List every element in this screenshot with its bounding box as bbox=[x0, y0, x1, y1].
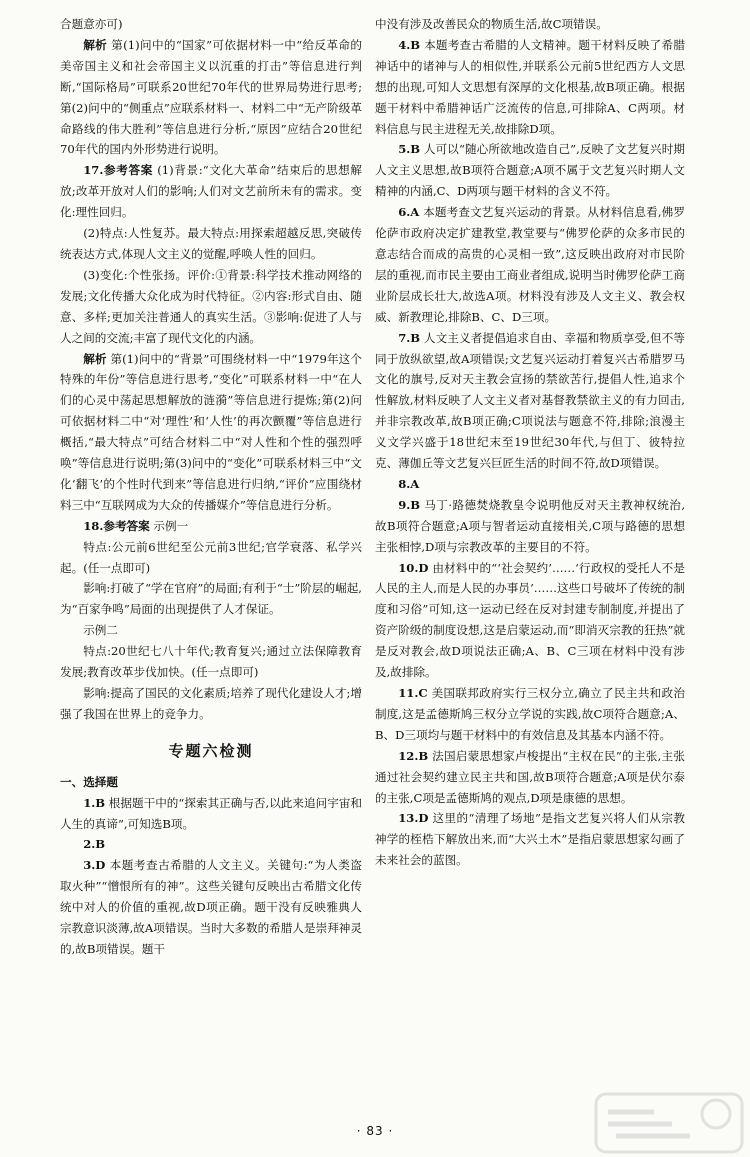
answer-17-label: 17.参考答案 bbox=[83, 163, 153, 178]
answer-text: 本题考查文艺复兴运动的背景。从材料信息看,佛罗伦萨市政府决定扩建教堂,教堂要与“佛罗伦萨的众多市民的意志结合而成的高贵的心灵相一致”,这反映出政府对市民阶层的重视,而市民主要由工商业者组成,说明当时佛罗伦萨工商业阶层成长壮大,故选A项。材料没有涉及人文主义、教会权威、新教理论,排除B、C、D三项。 bbox=[375, 205, 685, 324]
answer-number: 11.C bbox=[398, 686, 428, 700]
answer-number: 13.D bbox=[398, 811, 429, 826]
answer-number: 8.A bbox=[398, 476, 420, 491]
answer-item bbox=[375, 683, 685, 746]
example-1-label: 示例一 bbox=[153, 518, 189, 533]
page-number: · 83 · bbox=[356, 1124, 394, 1138]
answer-item bbox=[375, 328, 685, 474]
answer-item bbox=[60, 855, 362, 960]
answer-text: 本题考查古希腊的人文主义。关键句:“为人类盗取火种”“憎恨所有的神”。这些关键句反映出古希腊文化传统中对人的价值的重视,故D项正确。题干没有反映雅典人宗教意识淡薄,故A项错误。当时大多数的希腊人是崇拜神灵的,故B项错误。题干 bbox=[60, 858, 363, 956]
example-2-trait: 特点:20世纪七八十年代;教育复兴;通过立法保障教育发展;教育改革步伐加快。(任一点即可) bbox=[60, 644, 362, 680]
continuation-text: 中没有涉及改善民众的物质生活,故C项错误。 bbox=[375, 17, 608, 31]
answer-text: 法国启蒙思想家卢梭提出“主权在民”的主张,主张通过社会契约建立民主共和国,故B项符合题意;A项是伏尔泰的主张,C项是孟德斯鸠的观点,D项是康德的思想。 bbox=[375, 748, 685, 805]
left-column bbox=[60, 14, 362, 960]
answer-text: 根据题干中的“探索其正确与否,以此来追问宇宙和人生的真谛”,可知选B项。 bbox=[60, 795, 362, 831]
answer-18-paragraph bbox=[60, 516, 362, 537]
example-2-effect: 影响:提高了国民的文化素质;培养了现代化建设人才;增强了我国在世界上的竞争力。 bbox=[60, 686, 362, 721]
answer-item bbox=[60, 793, 362, 835]
answer-text: 这里的“清理了场地”是指文艺复兴将人们从宗教神学的桎梏下解放出来,而“大兴土木”是指启蒙思想家勾画了未来社会的蓝图。 bbox=[375, 811, 686, 868]
answer-text: 本题考查古希腊的人文精神。题干材料反映了希腊神话中的诸神与人的相似性,并联系公元前5世纪西方人文思想的出现,可知人文思想有深厚的文化根基,故B项正确。根据题干材料中希腊神话广泛流传的信息,可排除A、C两项。材料信息与民主进程无关,故排除D项。 bbox=[375, 37, 685, 136]
answer-item bbox=[375, 35, 685, 140]
answer-item bbox=[375, 558, 685, 683]
answer-17-part-3: (3)变化:个性张扬。评价:①背景:科学技术推动网络的发展;文化传播大众化成为时代特征。②内容:形式自由、随意、多样;更加关注普通人的真实生活。③影响:促进了人与人之间的交流;丰富了现代文化的内涵。 bbox=[60, 267, 362, 345]
analysis-paragraph bbox=[60, 35, 362, 160]
answer-18-label: 18.参考答案 bbox=[83, 518, 150, 533]
example-1-effect: 影响:打破了“学在官府”的局面;有利于“士”阶层的崛起,为“百家争鸣”局面的出现提供了人才保证。 bbox=[60, 581, 362, 617]
answer-item bbox=[375, 139, 685, 202]
answer-item bbox=[375, 746, 685, 809]
analysis-paragraph bbox=[60, 349, 362, 516]
answer-text: 由材料中的“‘社会契约’……‘行政权的受托人不是人民的主人,而是人民的办事员’……这些口号破坏了传统的制度和习俗”可知,这一运动已经在反对封建专制制度,并提出了资产阶级的制度设想,这是启蒙运动,而“即消灭宗教的狂热”就是反对教会,故D项说法正确;A、B、C三项在材料中没有涉及,故排除。 bbox=[375, 560, 685, 680]
analysis-text: 第(1)问中的“国家”可依据材料一中“给反革命的美帝国主义和社会帝国主义以沉重的打击”等信息进行判断,“国际格局”可联系20世纪70年代的世界局势进行思考;第(2)问中的“侧重点”应联系材料一、材料二中“无产阶级革命路线的伟大胜利”等信息进行分析,“原因”应结合20世纪70年代的国内外形势进行说明。 bbox=[60, 37, 362, 157]
answer-number: 5.B bbox=[398, 142, 421, 157]
answer-item bbox=[375, 808, 685, 871]
example-2-label: 示例二 bbox=[83, 623, 118, 638]
analysis-label: 解析 bbox=[83, 37, 108, 52]
answer-text: 人可以“随心所欲地改造自己”,反映了文艺复兴时期人文主义思想,故B项符合题意;A项不属于文艺复兴时期人文精神的内涵,C、D两项与题干材料的含义不符。 bbox=[375, 142, 685, 199]
answer-item bbox=[375, 474, 685, 495]
answer-number: 2.B bbox=[83, 837, 106, 852]
answer-item bbox=[60, 834, 362, 855]
section-title: 专题六检测 bbox=[168, 741, 254, 760]
analysis-text: 第(1)问中的“背景”可围绕材料一中“1979年这个特殊的年份”等信息进行思考,“变化”可联系材料一中“在人们的心灵中荡起思想解放的涟漪”等信息进行提炼;第(2)问可依据材料二中“对‘理性’和‘人性’的再次颤覆”等信息进行概括,“最大特点”可结合材料二中“对人性和个性的强烈呼唤”等信息进行说明;第(3)问中的“变化”可联系材料三中“文化‘翻飞’的个性时代到来”等信息进行归纳,“评价”应围绕材料三中“互联网成为大众的传播媒介”等信息进行分析。 bbox=[60, 351, 362, 512]
answer-number: 12.B bbox=[398, 748, 429, 763]
sub-title: 一、选择题 bbox=[60, 774, 118, 789]
answer-item bbox=[375, 495, 685, 558]
answer-number: 7.B bbox=[398, 330, 421, 345]
answer-item bbox=[375, 202, 685, 327]
answer-17-part-2: (2)特点:人性复苏。最大特点:用探索超越反思,突破传统表达方式,体现人文主义的觉醒,呼唤人性的回归。 bbox=[60, 226, 362, 261]
example-1-trait: 特点:公元前6世纪至公元前3世纪;官学衰落、私学兴起。(任一点即可) bbox=[60, 539, 362, 575]
answer-17-part-1: (1)背景:“文化大革命”结束后的思想解放;改革开放对人们的影响;人们对文艺前所未有的需求。变化:理性回归。 bbox=[60, 163, 363, 220]
answer-number: 4.B bbox=[398, 37, 421, 52]
answer-text: 美国联邦政府实行三权分立,确立了民主共和政治制度,这是孟德斯鸠三权分立学说的实践,故C项符合题意;A、B、D三项均与题干材料中的有效信息及其基本内涵不符。 bbox=[375, 686, 685, 742]
answer-number: 3.D bbox=[83, 858, 106, 873]
answer-number: 9.B bbox=[398, 497, 421, 512]
answer-text: 人文主义者提倡追求自由、幸福和物质享受,但不等同于放纵欲望,故A项错误;文艺复兴运动打着复兴古希腊罗马文化的旗号,反对天主教会宣扬的禁欲苦行,提倡人性,追求个性解放,材料反映了人文主义者对基督教禁欲主义的有力回击,并非宗教改革,故B项正确;C项说法与题意不符,排除;浪漫主义文学兴盛于18世纪末至19世纪30年代,与但丁、彼特拉克、薄伽丘等文艺复兴巨匠生活的时间不符,故D项错误。 bbox=[375, 330, 686, 471]
answer-number: 1.B bbox=[83, 795, 106, 810]
analysis-label: 解析 bbox=[83, 351, 107, 366]
continuation-text: 合题意亦可) bbox=[60, 17, 123, 31]
watermark-logo-icon bbox=[594, 1092, 744, 1154]
right-column bbox=[375, 14, 685, 871]
answer-number: 10.D bbox=[398, 560, 429, 575]
answer-17-paragraph bbox=[60, 160, 362, 223]
answer-number: 6.A bbox=[398, 205, 420, 220]
answer-text: 马丁·路德焚烧教皇令说明他反对天主教神权统治,故B项符合题意;A项与智者运动直接相关,C项与路德的思想主张相悖,D项与宗教改革的主要目的不符。 bbox=[375, 497, 685, 554]
